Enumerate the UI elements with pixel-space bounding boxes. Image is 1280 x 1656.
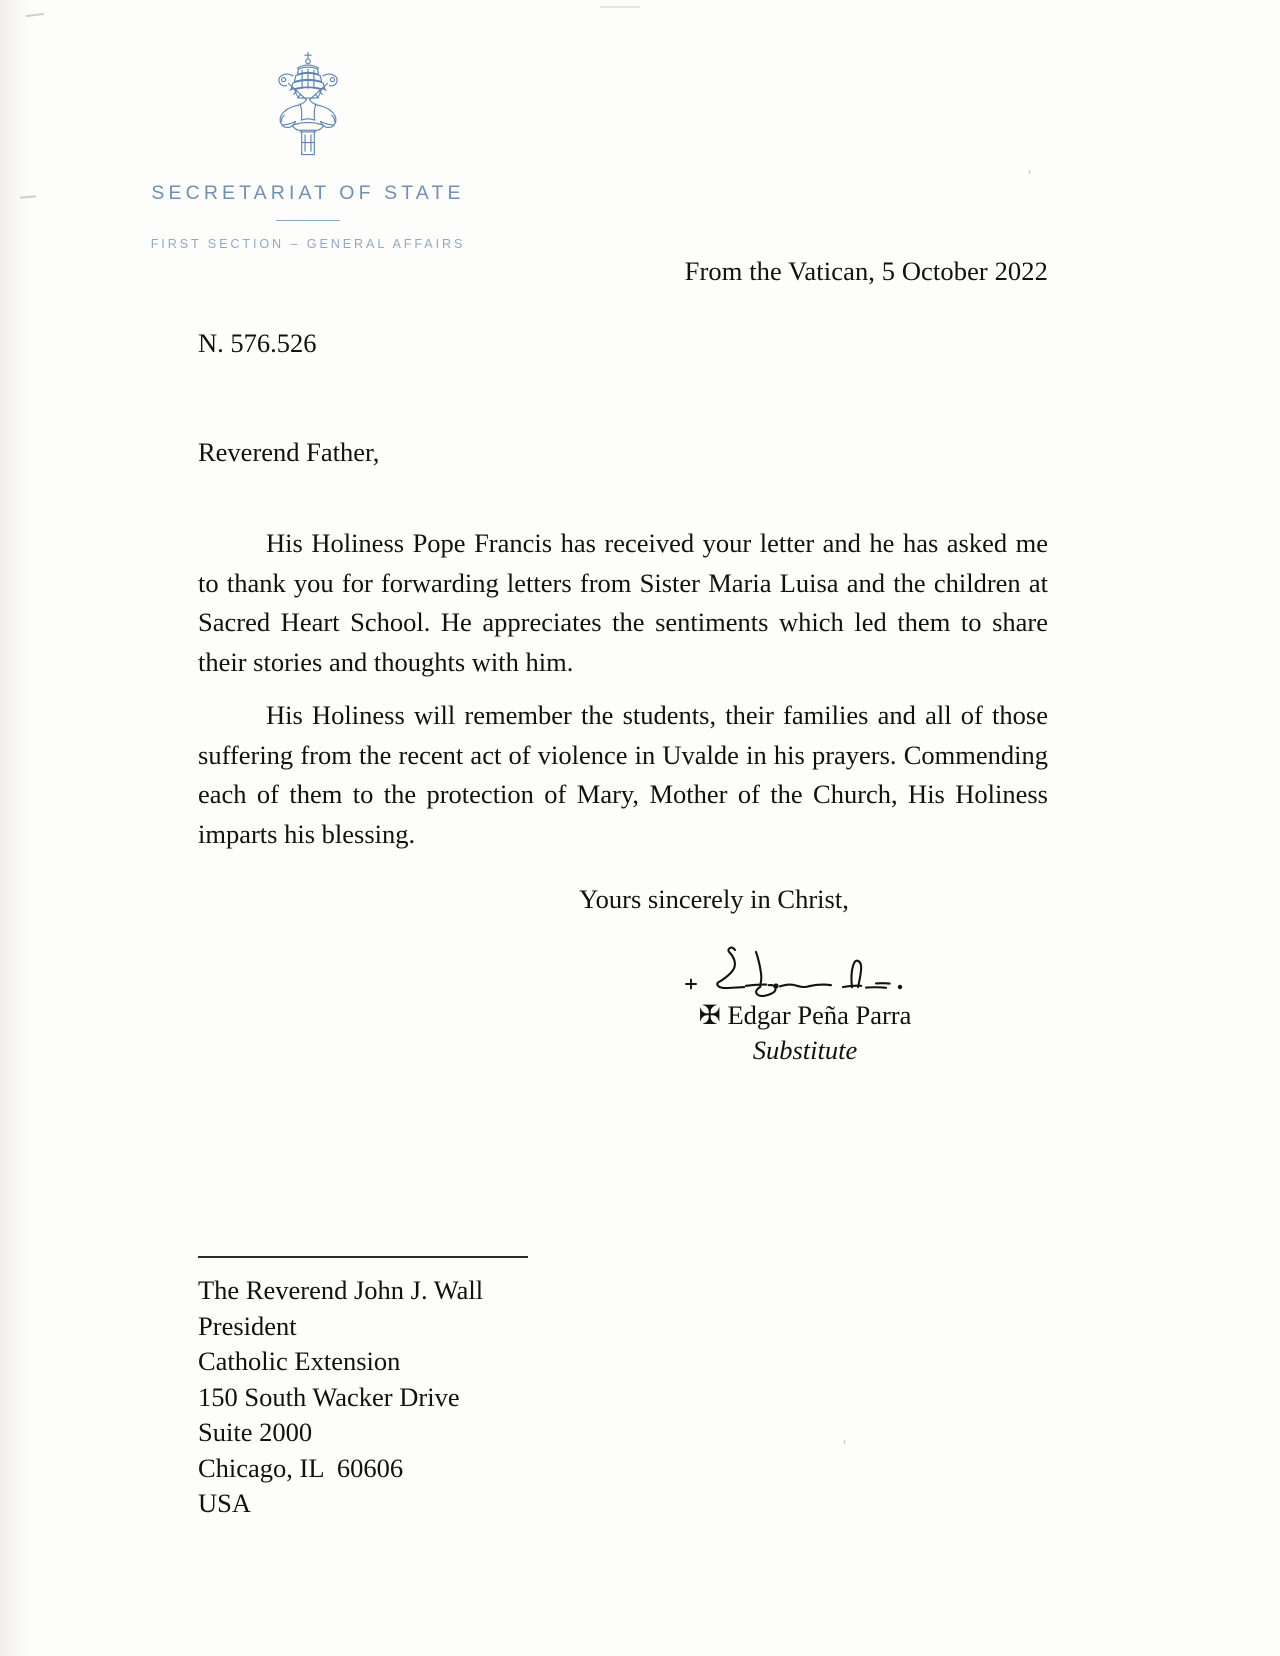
scan-edge-shadow	[0, 0, 34, 1656]
signer-name: ✠ Edgar Peña Parra	[698, 1000, 912, 1030]
scan-artifact	[600, 6, 640, 8]
addressee-line: Chicago, IL 60606	[198, 1452, 404, 1483]
body-paragraph: His Holiness will remember the students, their families and all of those suffering from the recent act of violence in Uvalde in his prayers. Commending each of them to the protection of Mary, Mother of the Church, His Holiness imparts his blessing.	[198, 700, 1048, 849]
scan-artifact: ′	[843, 1438, 847, 1454]
addressee-divider	[198, 1256, 528, 1258]
closing-salutation: Yours sincerely in Christ,	[579, 884, 849, 914]
letterhead	[98, 46, 518, 251]
letterhead-section-subtitle: FIRST SECTION – GENERAL AFFAIRS	[150, 237, 466, 251]
addressee-line: Suite 2000	[198, 1417, 313, 1447]
addressee-line: President	[198, 1310, 297, 1341]
signature-block	[560, 940, 1050, 1066]
handwritten-signature	[680, 940, 930, 998]
addressee-block	[198, 1256, 628, 1522]
salutation: Reverend Father,	[198, 437, 380, 467]
letterhead-divider	[276, 220, 340, 221]
reference-number: N. 576.526	[198, 328, 317, 358]
letter-body	[198, 524, 1048, 854]
dateline: From the Vatican, 5 October 2022	[684, 256, 1048, 286]
body-paragraph: His Holiness Pope Francis has received your letter and he has asked me to thank you for forwarding letters from Sister Maria Luisa and the children at Sacred Heart School. He appreciates the sentiments which led them to share their stories and thoughts with him.	[198, 528, 1048, 677]
addressee-line: The Reverend John J. Wall	[198, 1275, 484, 1305]
addressee-line: 150 South Wacker Drive	[198, 1381, 460, 1412]
addressee-line: Catholic Extension	[198, 1346, 401, 1376]
letterhead-organization-title: SECRETARIAT OF STATE	[151, 182, 465, 204]
scan-artifact: ′	[1028, 168, 1032, 184]
addressee-line: USA	[198, 1488, 252, 1518]
signer-title: Substitute	[752, 1035, 858, 1065]
papal-coat-of-arms-icon	[249, 46, 367, 164]
